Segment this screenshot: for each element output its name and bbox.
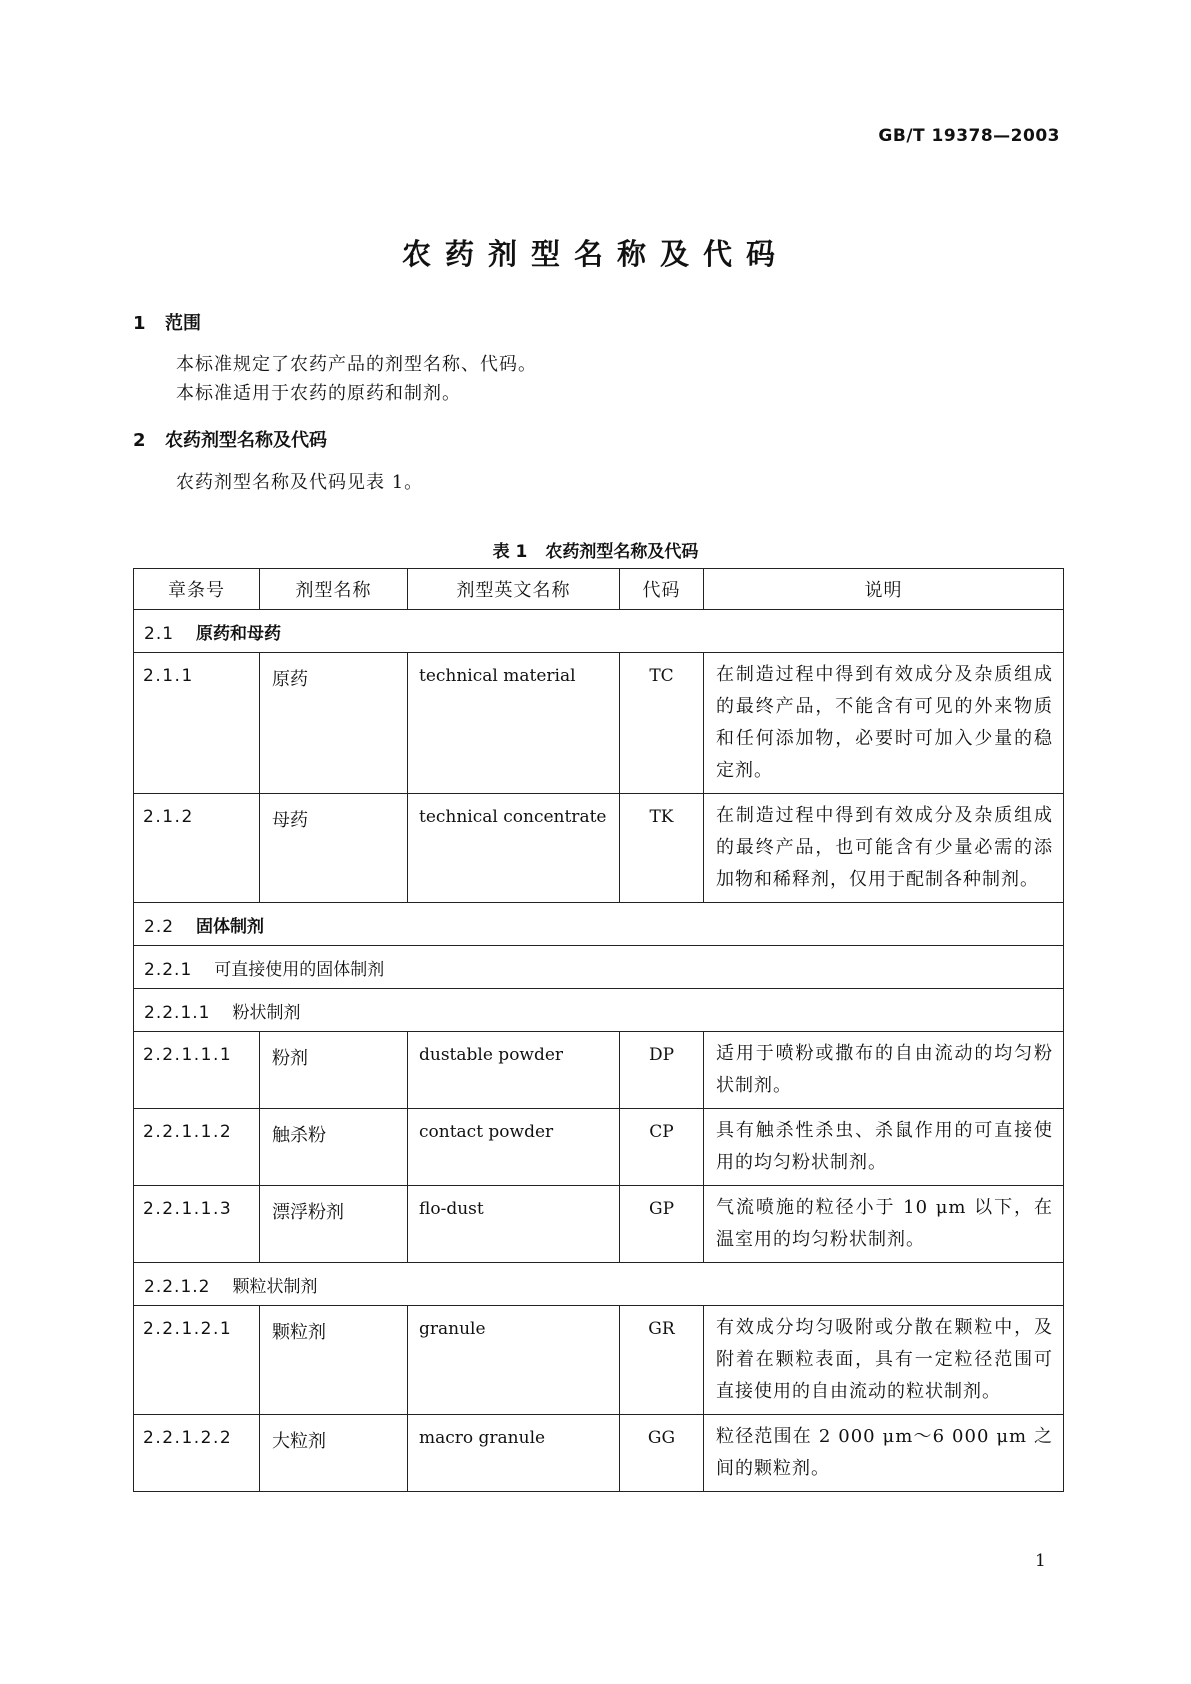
formulation-name-cell: 漂浮粉剂 — [260, 1186, 408, 1263]
table-row — [134, 1415, 1064, 1492]
section-row-label: 颗粒状制剂 — [232, 1277, 318, 1297]
table-row — [134, 1032, 1064, 1109]
clause-number-cell: 2.2.1.2.1 — [134, 1306, 260, 1415]
section-row-number: 2.2 — [144, 917, 175, 937]
english-name-cell: granule — [408, 1306, 620, 1415]
section-row-number: 2.2.1 — [144, 960, 193, 980]
section-row-label: 原药和母药 — [196, 624, 282, 644]
clause-number-cell: 2.2.1.2.2 — [134, 1415, 260, 1492]
code-cell: GP — [620, 1186, 704, 1263]
english-name-cell: dustable powder — [408, 1032, 620, 1109]
header-formulation-name: 剂型名称 — [260, 569, 408, 610]
clause-number-cell: 2.1.2 — [134, 794, 260, 903]
formulation-name-cell: 大粒剂 — [260, 1415, 408, 1492]
clause-number-cell: 2.2.1.1.1 — [134, 1032, 260, 1109]
formulation-name-cell: 触杀粉 — [260, 1109, 408, 1186]
table-row — [134, 1186, 1064, 1263]
description-cell: 在制造过程中得到有效成分及杂质组成的最终产品，不能含有可见的外来物质和任何添加物，必要时可加入少量的稳定剂。 — [704, 653, 1064, 794]
section-cell — [134, 1263, 1064, 1306]
codes-paragraph: 农药剂型名称及代码见表 1。 — [176, 472, 424, 493]
section-cell — [134, 946, 1064, 989]
document-title: 农药剂型名称及代码 — [401, 237, 789, 271]
english-name-cell: flo-dust — [408, 1186, 620, 1263]
formulation-name-cell: 颗粒剂 — [260, 1306, 408, 1415]
formulation-name-cell: 粉剂 — [260, 1032, 408, 1109]
table-caption-text: 农药剂型名称及代码 — [545, 542, 699, 562]
section-title: 范围 — [165, 313, 201, 334]
table-subsection-row — [134, 989, 1064, 1032]
code-cell: GG — [620, 1415, 704, 1492]
table-row — [134, 1306, 1064, 1415]
table-subsection-row — [134, 1263, 1064, 1306]
code-cell: DP — [620, 1032, 704, 1109]
description-cell: 适用于喷粉或撒布的自由流动的均匀粉状制剂。 — [704, 1032, 1064, 1109]
code-cell: GR — [620, 1306, 704, 1415]
formulation-name-cell: 原药 — [260, 653, 408, 794]
section-row-label: 粉状制剂 — [232, 1003, 301, 1023]
header-clause-number: 章条号 — [134, 569, 260, 610]
section-row-number: 2.2.1.2 — [144, 1277, 211, 1297]
clause-number-cell: 2.1.1 — [134, 653, 260, 794]
table-section-row — [134, 903, 1064, 946]
description-cell: 气流喷施的粒径小于 10 μm 以下，在温室用的均匀粉状制剂。 — [704, 1186, 1064, 1263]
section-heading-codes — [133, 426, 327, 452]
code-cell: CP — [620, 1109, 704, 1186]
english-name-cell: contact powder — [408, 1109, 620, 1186]
clause-number-cell: 2.2.1.1.3 — [134, 1186, 260, 1263]
table-caption-label: 表 1 — [492, 542, 528, 562]
section-row-label: 可直接使用的固体制剂 — [214, 960, 385, 980]
header-english-name: 剂型英文名称 — [408, 569, 620, 610]
description-cell: 粒径范围在 2 000 μm～6 000 μm 之间的颗粒剂。 — [704, 1415, 1064, 1492]
description-cell: 有效成分均匀吸附或分散在颗粒中，及附着在颗粒表面，具有一定粒径范围可直接使用的自由流动的粒状制剂。 — [704, 1306, 1064, 1415]
english-name-cell: technical concentrate — [408, 794, 620, 903]
page-number: 1 — [1035, 1551, 1046, 1571]
table-caption — [0, 537, 1191, 562]
table-header-row — [134, 569, 1064, 610]
header-description: 说明 — [704, 569, 1064, 610]
standard-number: GB/T 19378—2003 — [878, 126, 1060, 146]
table-row — [134, 1109, 1064, 1186]
table-row — [134, 794, 1064, 903]
scope-paragraph-2: 本标准适用于农药的原药和制剂。 — [176, 383, 461, 404]
formulation-name-cell: 母药 — [260, 794, 408, 903]
section-row-number: 2.1 — [144, 624, 175, 644]
description-cell: 在制造过程中得到有效成分及杂质组成的最终产品，也可能含有少量必需的添加物和稀释剂，仅用于配制各种制剂。 — [704, 794, 1064, 903]
english-name-cell: technical material — [408, 653, 620, 794]
section-number: 1 — [133, 313, 146, 334]
code-cell: TK — [620, 794, 704, 903]
section-row-label: 固体制剂 — [196, 917, 265, 937]
table-section-row — [134, 610, 1064, 653]
code-cell: TC — [620, 653, 704, 794]
section-cell — [134, 989, 1064, 1032]
scope-paragraph-1: 本标准规定了农药产品的剂型名称、代码。 — [176, 354, 537, 375]
description-cell: 具有触杀性杀虫、杀鼠作用的可直接使用的均匀粉状制剂。 — [704, 1109, 1064, 1186]
section-title: 农药剂型名称及代码 — [165, 430, 327, 451]
clause-number-cell: 2.2.1.1.2 — [134, 1109, 260, 1186]
formulation-code-table — [133, 568, 1064, 1492]
section-number: 2 — [133, 430, 146, 451]
table-subsection-row — [134, 946, 1064, 989]
section-cell — [134, 610, 1064, 653]
header-code: 代码 — [620, 569, 704, 610]
section-cell — [134, 903, 1064, 946]
table-row — [134, 653, 1064, 794]
section-row-number: 2.2.1.1 — [144, 1003, 211, 1023]
section-heading-scope — [133, 309, 201, 335]
english-name-cell: macro granule — [408, 1415, 620, 1492]
